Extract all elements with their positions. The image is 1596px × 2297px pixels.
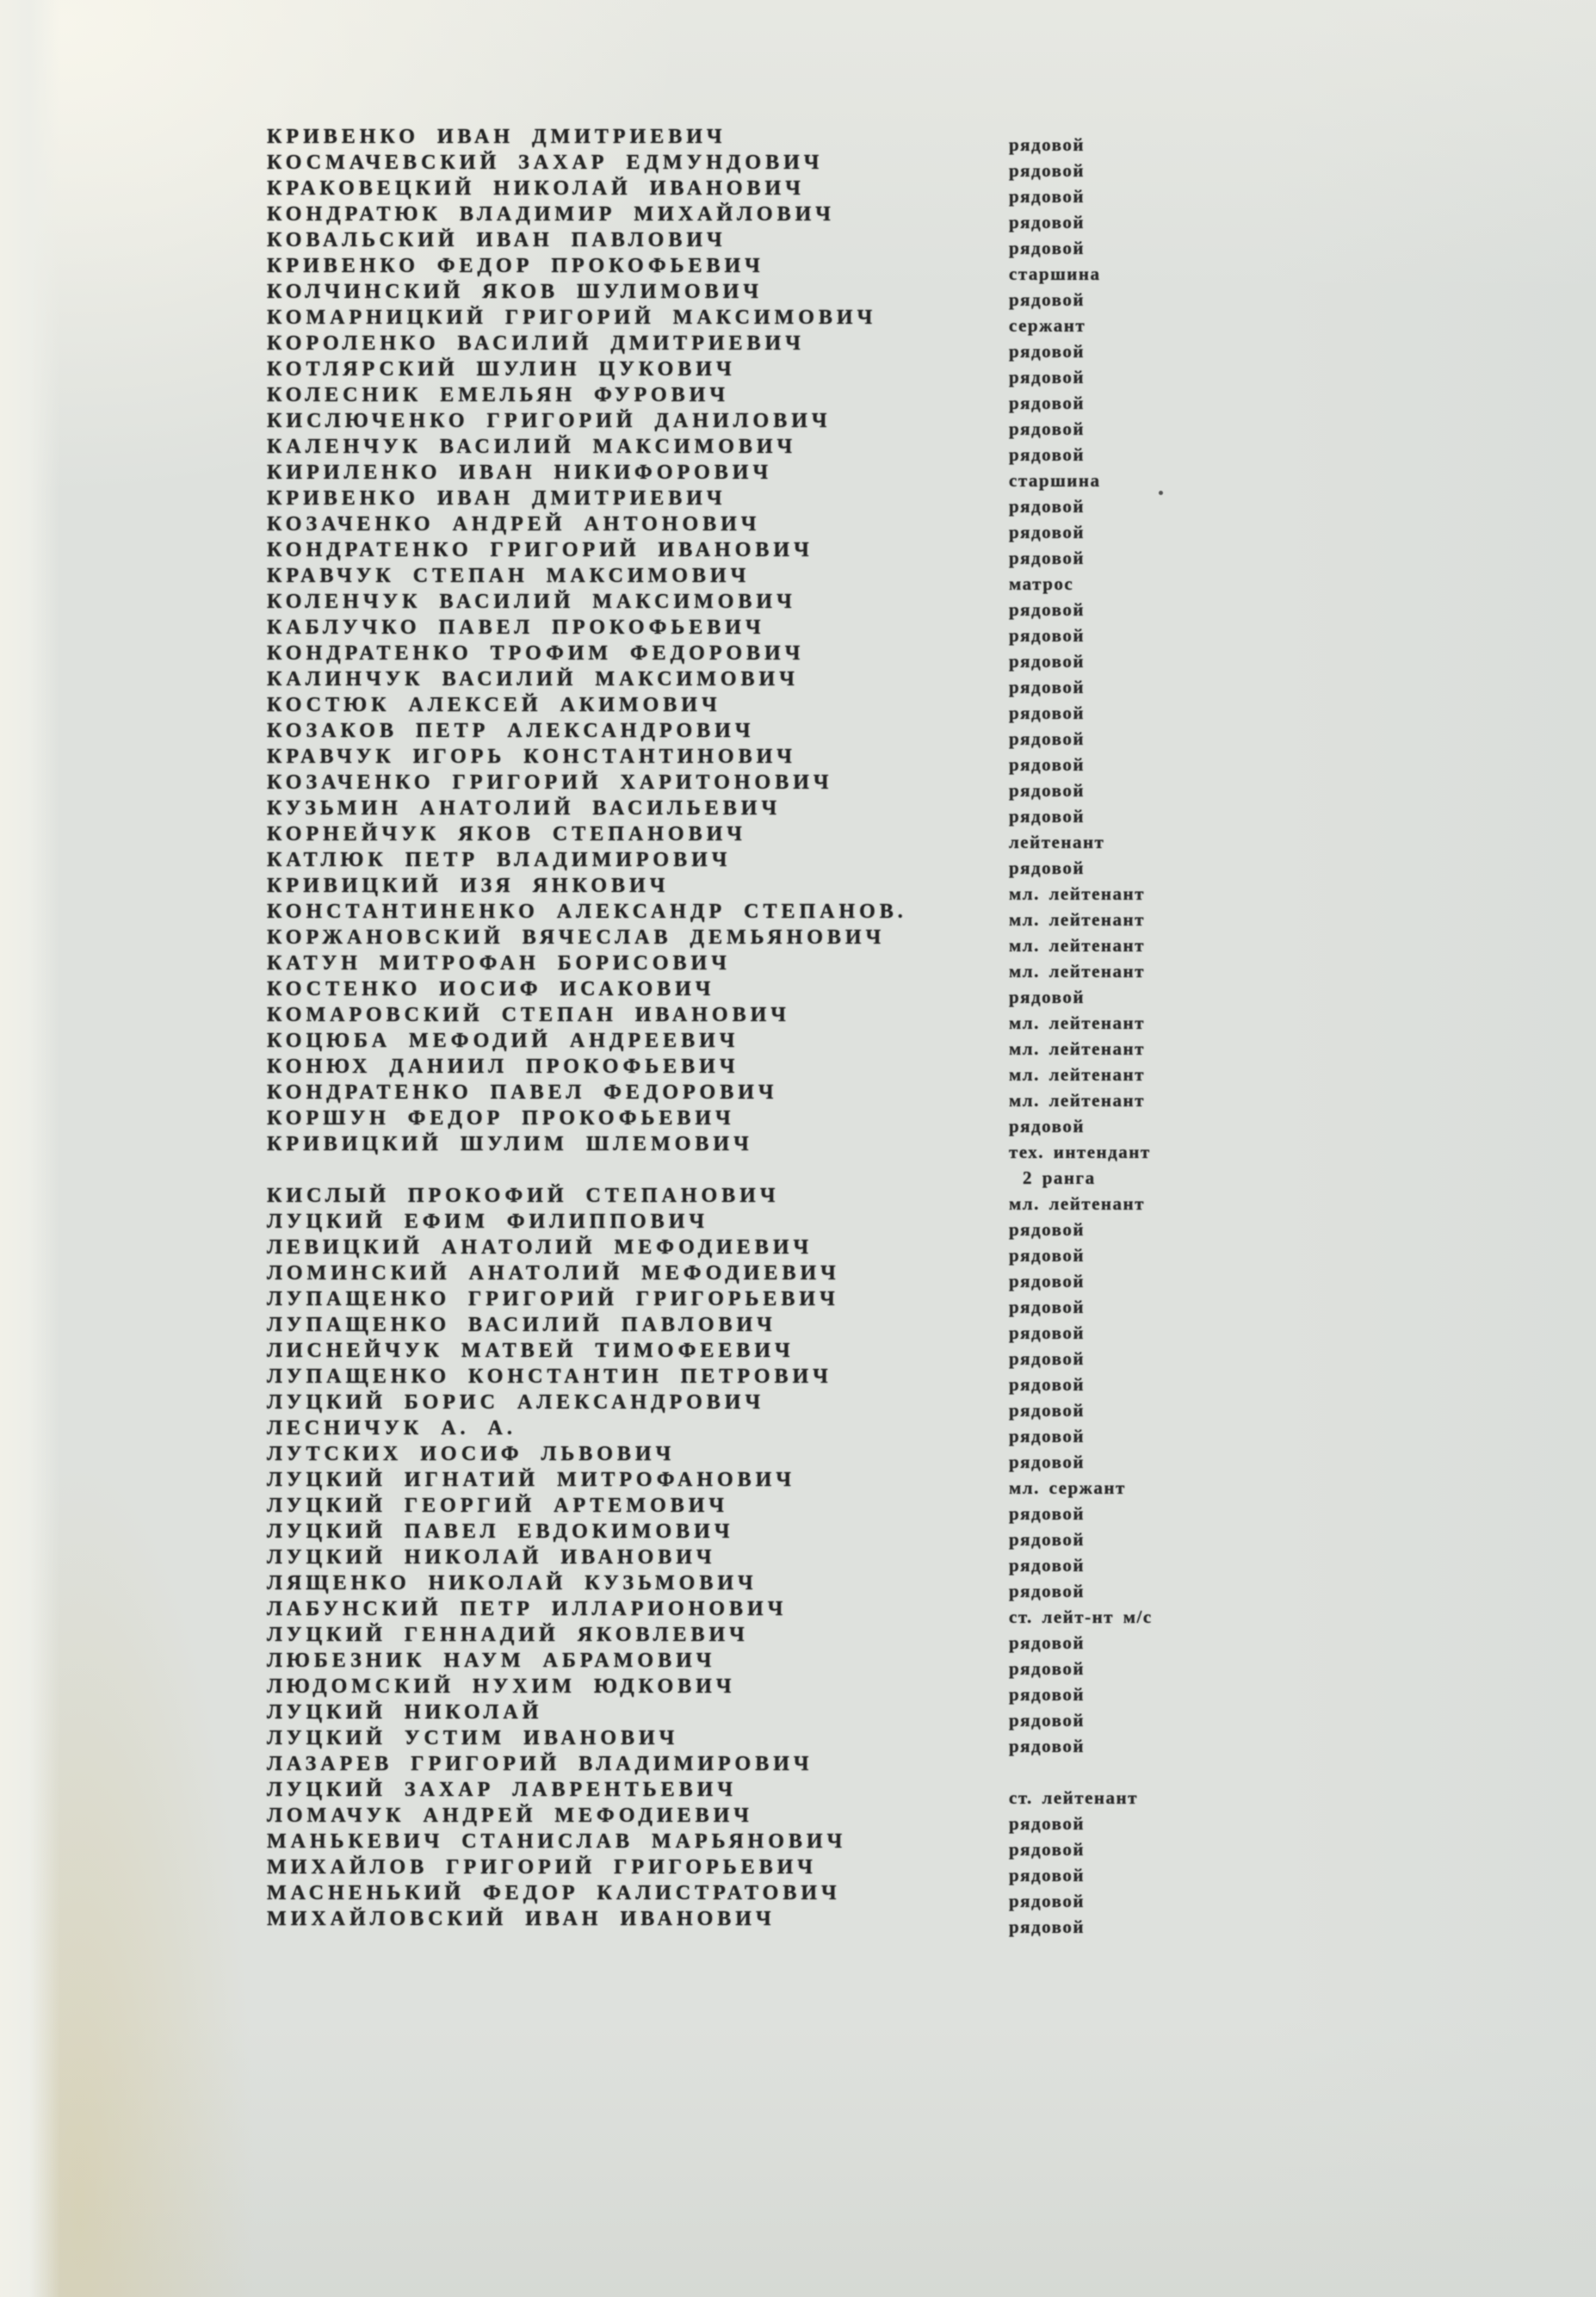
person-name: КОНДРАТЕНКО ГРИГОРИЙ ИВАНОВИЧ [267, 539, 813, 561]
list-row [267, 513, 1386, 542]
person-name: КОСТЮК АЛЕКСЕЙ АКИМОВИЧ [267, 694, 721, 716]
list-row [267, 1469, 1386, 1498]
list-row [267, 978, 1386, 1007]
list-row [267, 1314, 1386, 1343]
person-name: ЛУЦКИЙ БОРИС АЛЕКСАНДРОВИЧ [267, 1391, 765, 1414]
person-name: КОРОЛЕНКО ВАСИЛИЙ ДМИТРИЕВИЧ [267, 332, 805, 355]
person-rank: лейтенант [1009, 832, 1105, 852]
list-row [267, 1288, 1386, 1317]
list-row [267, 1701, 1386, 1730]
list-row [267, 565, 1386, 594]
list-row [267, 1262, 1386, 1291]
person-name: КОНДРАТЕНКО ТРОФИМ ФЕДОРОВИЧ [267, 642, 805, 665]
list-row [267, 1805, 1386, 1834]
list-row [267, 875, 1386, 904]
person-rank: ст. лейт-нт м/с [1009, 1607, 1153, 1627]
person-rank: рядовой [1009, 1426, 1085, 1446]
person-name: ЛУЦКИЙ ГЕОРГИЙ АРТЕМОВИЧ [267, 1495, 729, 1517]
person-rank: мл. лейтенант [1009, 1090, 1145, 1111]
person-name: ЛУЦКИЙ НИКОЛАЙ [267, 1701, 543, 1724]
list-row [267, 332, 1386, 362]
list-row [267, 616, 1386, 646]
person-rank: мл. лейтенант [1009, 909, 1145, 930]
person-rank: рядовой [1009, 496, 1085, 517]
list-row [267, 1365, 1386, 1395]
person-name: ЛУЦКИЙ ЕФИМ ФИЛИППОВИЧ [267, 1210, 708, 1233]
person-rank: мл. лейтенант [1009, 1064, 1145, 1085]
person-name: КОМАРНИЦКИЙ ГРИГОРИЙ МАКСИМОВИЧ [267, 306, 877, 329]
person-rank: рядовой [1009, 186, 1085, 207]
person-name: КОЗАКОВ ПЕТР АЛЕКСАНДРОВИЧ [267, 720, 755, 742]
person-rank: тех. интендант [1009, 1142, 1151, 1162]
list-row [267, 384, 1386, 413]
person-name: КАЛЕНЧУК ВАСИЛИЙ МАКСИМОВИЧ [267, 436, 797, 458]
person-rank: рядовой [1009, 1400, 1085, 1421]
person-name: МИХАЙЛОВСКИЙ ИВАН ИВАНОВИЧ [267, 1908, 776, 1930]
list-row [267, 1546, 1386, 1576]
list-row [267, 642, 1386, 672]
list-row [267, 771, 1386, 801]
person-rank: рядовой [1009, 393, 1085, 413]
list-row [267, 229, 1386, 258]
person-name: ЛУПАЩЕНКО ГРИГОРИЙ ГРИГОРЬЕВИЧ [267, 1288, 839, 1310]
person-rank: рядовой [1009, 522, 1085, 542]
list-row [267, 152, 1386, 181]
list-row [267, 1495, 1386, 1524]
person-name: КИСЛЫЙ ПРОКОФИЙ СТЕПАНОВИЧ [267, 1185, 780, 1207]
person-name: КИРИЛЕНКО ИВАН НИКИФОРОВИЧ [267, 461, 773, 484]
person-name: КОЛЧИНСКИЙ ЯКОВ ШУЛИМОВИЧ [267, 281, 763, 303]
person-rank: рядовой [1009, 1865, 1085, 1885]
list-row [267, 1081, 1386, 1111]
list-row [267, 1856, 1386, 1885]
list-row [267, 177, 1386, 207]
list-row [267, 539, 1386, 568]
list-row [267, 926, 1386, 956]
list-row [267, 1908, 1386, 1937]
person-rank: рядовой [1009, 444, 1085, 465]
list-row [267, 1572, 1386, 1601]
person-name: МАНЬКЕВИЧ СТАНИСЛАВ МАРЬЯНОВИЧ [267, 1830, 847, 1853]
list-row [267, 1624, 1386, 1653]
person-name: ЛУПАЩЕНКО ВАСИЛИЙ ПАВЛОВИЧ [267, 1314, 776, 1336]
list-row [267, 1650, 1386, 1679]
person-rank: рядовой [1009, 858, 1085, 878]
person-rank: мл. лейтенант [1009, 1012, 1145, 1033]
person-rank: рядовой [1009, 1503, 1085, 1524]
list-row [267, 358, 1386, 387]
list-row [267, 1830, 1386, 1860]
person-rank: мл. лейтенант [1009, 961, 1145, 981]
person-rank: мл. лейтенант [1009, 935, 1145, 956]
person-name: КРИВИЦКИЙ ШУЛИМ ШЛЕМОВИЧ [267, 1133, 753, 1155]
person-rank: рядовой [1009, 1297, 1085, 1317]
person-rank: рядовой [1009, 134, 1085, 155]
list-row [267, 410, 1386, 439]
person-name: КРАВЧУК СТЕПАН МАКСИМОВИЧ [267, 565, 751, 587]
list-row [267, 203, 1386, 232]
list-row [267, 1675, 1386, 1705]
list-row [267, 797, 1386, 827]
person-name: КОРНЕЙЧУК ЯКОВ СТЕПАНОВИЧ [267, 823, 746, 845]
person-name: КАТЛЮК ПЕТР ВЛАДИМИРОВИЧ [267, 849, 732, 871]
person-name: КРИВЕНКО ИВАН ДМИТРИЕВИЧ [267, 126, 727, 148]
person-name: КОРЖАНОВСКИЙ ВЯЧЕСЛАВ ДЕМЬЯНОВИЧ [267, 926, 886, 949]
person-name: КОВАЛЬСКИЙ ИВАН ПАВЛОВИЧ [267, 229, 727, 251]
person-rank: рядовой [1009, 1555, 1085, 1576]
person-rank: рядовой [1009, 212, 1085, 232]
person-rank: рядовой [1009, 238, 1085, 258]
person-rank: рядовой [1009, 1632, 1085, 1653]
person-rank: рядовой [1009, 780, 1085, 801]
person-name: КОМАРОВСКИЙ СТЕПАН ИВАНОВИЧ [267, 1004, 790, 1026]
person-rank: рядовой [1009, 548, 1085, 568]
person-rank: мл. лейтенант [1009, 883, 1145, 904]
list-row [267, 1727, 1386, 1756]
person-name: КАЛИНЧУК ВАСИЛИЙ МАКСИМОВИЧ [267, 668, 799, 690]
person-name: ЛЕВИЦКИЙ АНАТОЛИЙ МЕФОДИЕВИЧ [267, 1236, 813, 1259]
person-rank: рядовой [1009, 1529, 1085, 1550]
list-row [267, 591, 1386, 620]
person-name: КУЗЬМИН АНАТОЛИЙ ВАСИЛЬЕВИЧ [267, 797, 782, 820]
person-rank: мл. лейтенант [1009, 1193, 1145, 1214]
person-name: ЛОМИНСКИЙ АНАТОЛИЙ МЕФОДИЕВИЧ [267, 1262, 840, 1285]
person-rank: рядовой [1009, 1736, 1085, 1756]
list-row [267, 1107, 1386, 1136]
person-name: КРИВЕНКО ИВАН ДМИТРИЕВИЧ [267, 487, 727, 510]
list-row [267, 436, 1386, 465]
person-name: МИХАЙЛОВ ГРИГОРИЙ ГРИГОРЬЕВИЧ [267, 1856, 817, 1879]
person-name: ЛУПАЩЕНКО КОНСТАНТИН ПЕТРОВИЧ [267, 1365, 832, 1388]
person-name: ЛОМАЧУК АНДРЕЙ МЕФОДИЕВИЧ [267, 1805, 753, 1827]
list-row [267, 1030, 1386, 1059]
person-name: КОЗАЧЕНКО ГРИГОРИЙ ХАРИТОНОВИЧ [267, 771, 833, 794]
person-name: КРИВИЦКИЙ ИЗЯ ЯНКОВИЧ [267, 875, 670, 897]
person-name: КАТУН МИТРОФАН БОРИСОВИЧ [267, 952, 731, 975]
person-name: КОНСТАНТИНЕНКО АЛЕКСАНДР СТЕПАНОВ. [267, 901, 907, 923]
person-rank: мл. сержант [1009, 1477, 1126, 1498]
person-name: КОЦЮБА МЕФОДИЙ АНДРЕЕВИЧ [267, 1030, 739, 1052]
list-row [267, 1417, 1386, 1446]
person-rank: рядовой [1009, 1813, 1085, 1834]
person-name: КРАВЧУК ИГОРЬ КОНСТАНТИНОВИЧ [267, 746, 796, 768]
person-name: КОНДРАТЕНКО ПАВЕЛ ФЕДОРОВИЧ [267, 1081, 778, 1104]
person-rank: рядовой [1009, 677, 1085, 697]
person-rank: рядовой [1009, 1684, 1085, 1705]
person-name: КОЛЕСНИК ЕМЕЛЬЯН ФУРОВИЧ [267, 384, 729, 406]
person-rank: рядовой [1009, 599, 1085, 620]
person-name: ЛУЦКИЙ ЗАХАР ЛАВРЕНТЬЕВИЧ [267, 1779, 737, 1801]
person-rank: рядовой [1009, 418, 1085, 439]
person-name: КОРШУН ФЕДОР ПРОКОФЬЕВИЧ [267, 1107, 735, 1130]
person-name: ЛУЦКИЙ НИКОЛАЙ ИВАНОВИЧ [267, 1546, 716, 1569]
person-name: КРИВЕНКО ФЕДОР ПРОКОФЬЕВИЧ [267, 255, 764, 277]
person-rank: рядовой [1009, 1348, 1085, 1369]
list-row [267, 823, 1386, 852]
person-name: ЛУЦКИЙ ГЕННАДИЙ ЯКОВЛЕВИЧ [267, 1624, 749, 1646]
person-name: КРАКОВЕЦКИЙ НИКОЛАЙ ИВАНОВИЧ [267, 177, 805, 200]
list-row [267, 281, 1386, 310]
list-row [267, 126, 1386, 155]
person-name: ЛЕСНИЧУК А. А. [267, 1417, 517, 1439]
person-name: ЛИСНЕЙЧУК МАТВЕЙ ТИМОФЕЕВИЧ [267, 1340, 795, 1362]
list-row [267, 306, 1386, 336]
person-rank-line2: 2 ранга [1023, 1167, 1096, 1188]
person-name: КОСМАЧЕВСКИЙ ЗАХАР ЕДМУНДОВИЧ [267, 152, 824, 174]
name-rank-list [267, 126, 1386, 1937]
person-rank: рядовой [1009, 754, 1085, 775]
person-rank: рядовой [1009, 160, 1085, 181]
person-rank: рядовой [1009, 703, 1085, 723]
person-rank: рядовой [1009, 367, 1085, 387]
person-name: МАСНЕНЬКИЙ ФЕДОР КАЛИСТРАТОВИЧ [267, 1882, 841, 1904]
person-name: ЛУТСКИХ ИОСИФ ЛЬВОВИЧ [267, 1443, 676, 1465]
person-rank: рядовой [1009, 1116, 1085, 1136]
person-rank: рядовой [1009, 651, 1085, 672]
person-rank: рядовой [1009, 341, 1085, 362]
list-row [267, 1056, 1386, 1085]
person-name: ЛУЦКИЙ УСТИМ ИВАНОВИЧ [267, 1727, 679, 1749]
list-row [267, 1236, 1386, 1266]
person-name: ЛЮБЕЗНИК НАУМ АБРАМОВИЧ [267, 1650, 716, 1672]
person-rank: рядовой [1009, 1658, 1085, 1679]
person-rank: рядовой [1009, 1245, 1085, 1266]
person-name: ЛУЦКИЙ ИГНАТИЙ МИТРОФАНОВИЧ [267, 1469, 795, 1491]
person-name: ЛАБУНСКИЙ ПЕТР ИЛЛАРИОНОВИЧ [267, 1598, 788, 1620]
person-name: КОТЛЯРСКИЙ ШУЛИН ЦУКОВИЧ [267, 358, 736, 381]
person-rank: рядовой [1009, 1219, 1085, 1240]
person-rank: рядовой [1009, 625, 1085, 646]
person-rank: сержант [1009, 315, 1086, 336]
person-name: КОСТЕНКО ИОСИФ ИСАКОВИЧ [267, 978, 715, 1000]
person-name: КОНДРАТЮК ВЛАДИМИР МИХАЙЛОВИЧ [267, 203, 835, 226]
person-rank: рядовой [1009, 1581, 1085, 1601]
person-rank: матрос [1009, 573, 1074, 594]
person-name: КИСЛЮЧЕНКО ГРИГОРИЙ ДАНИЛОВИЧ [267, 410, 832, 432]
list-row [267, 849, 1386, 878]
list-row-rank-continuation [267, 1159, 1386, 1188]
person-rank: рядовой [1009, 1322, 1085, 1343]
person-name: КОЛЕНЧУК ВАСИЛИЙ МАКСИМОВИЧ [267, 591, 796, 613]
list-row [267, 694, 1386, 723]
list-row [267, 487, 1386, 517]
list-row [267, 952, 1386, 981]
person-name: ЛУЦКИЙ ПАВЕЛ ЕВДОКИМОВИЧ [267, 1520, 734, 1543]
person-rank: мл. лейтенант [1009, 1038, 1145, 1059]
list-row [267, 668, 1386, 697]
list-row [267, 1882, 1386, 1911]
list-row [267, 1779, 1386, 1808]
person-rank: рядовой [1009, 728, 1085, 749]
person-name: ЛАЗАРЕВ ГРИГОРИЙ ВЛАДИМИРОВИЧ [267, 1753, 813, 1775]
person-rank: старшина [1009, 470, 1101, 491]
list-row [267, 720, 1386, 749]
person-name: ЛЮДОМСКИЙ НУХИМ ЮДКОВИЧ [267, 1675, 736, 1698]
list-row [267, 1443, 1386, 1472]
list-row [267, 901, 1386, 930]
person-rank: рядовой [1009, 1891, 1085, 1911]
person-name: ЛЯЩЕНКО НИКОЛАЙ КУЗЬМОВИЧ [267, 1572, 758, 1594]
list-row [267, 1210, 1386, 1240]
person-rank: рядовой [1009, 1710, 1085, 1730]
person-name: КАБЛУЧКО ПАВЕЛ ПРОКОФЬЕВИЧ [267, 616, 765, 639]
person-rank: старшина [1009, 263, 1101, 284]
person-name: КОЗАЧЕНКО АНДРЕЙ АНТОНОВИЧ [267, 513, 761, 536]
list-row [267, 746, 1386, 775]
photo-speck [1159, 491, 1163, 495]
list-row [267, 461, 1386, 491]
list-row [267, 1598, 1386, 1627]
person-name: КОНЮХ ДАНИИЛ ПРОКОФЬЕВИЧ [267, 1056, 739, 1078]
person-rank: рядовой [1009, 1452, 1085, 1472]
list-row [267, 1340, 1386, 1369]
person-rank: ст. лейтенант [1009, 1787, 1138, 1808]
list-row [267, 1004, 1386, 1033]
list-row [267, 1753, 1386, 1779]
list-row [267, 1520, 1386, 1550]
person-rank: рядовой [1009, 289, 1085, 310]
person-rank: рядовой [1009, 1839, 1085, 1860]
list-row [267, 1185, 1386, 1214]
list-row [267, 1133, 1386, 1162]
person-rank: рядовой [1009, 1271, 1085, 1291]
person-rank: рядовой [1009, 1374, 1085, 1395]
person-rank: рядовой [1009, 987, 1085, 1007]
list-row [267, 255, 1386, 284]
person-rank: рядовой [1009, 1916, 1085, 1937]
person-rank: рядовой [1009, 806, 1085, 827]
list-row [267, 1391, 1386, 1421]
